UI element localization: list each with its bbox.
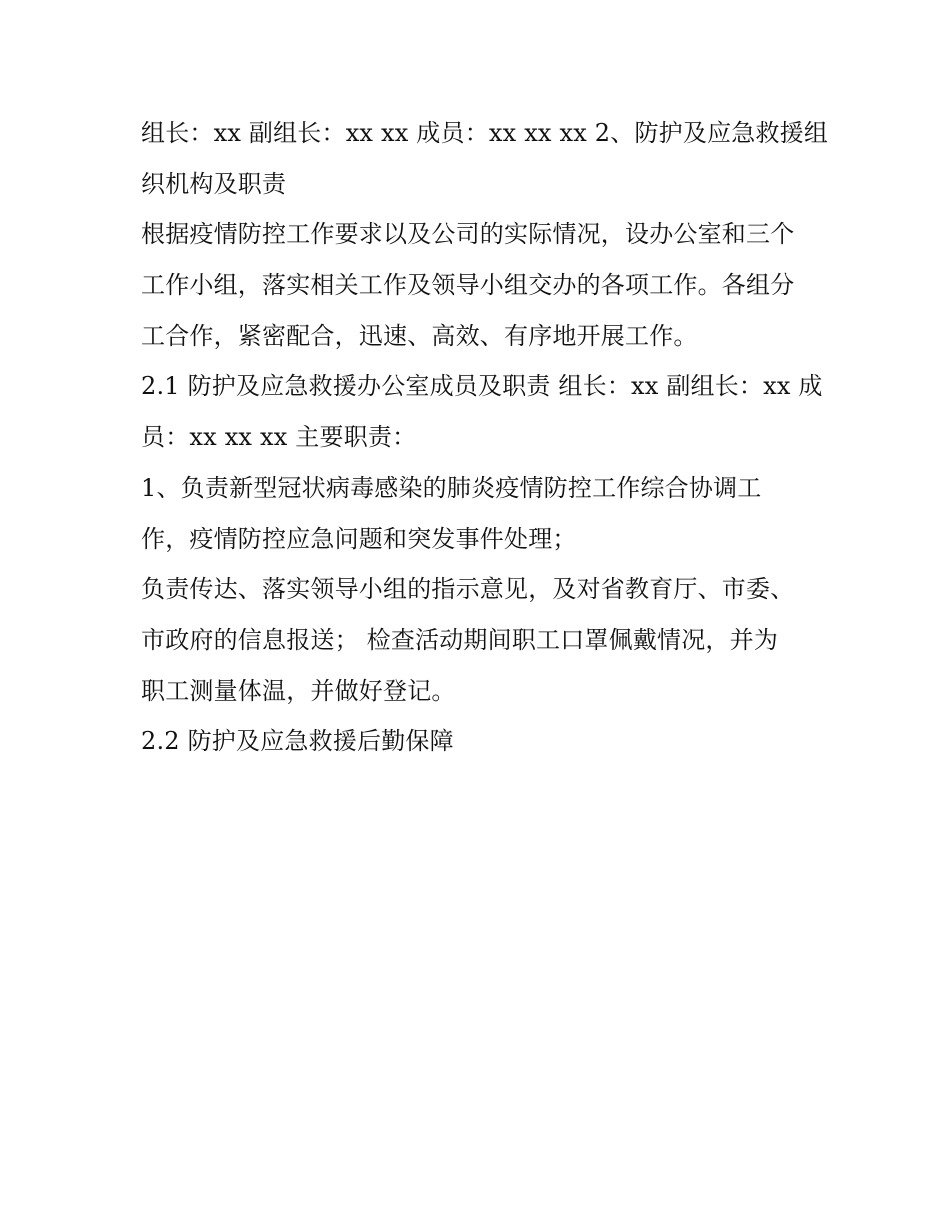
- text-line: 员：xx xx xx 主要职责：: [141, 423, 417, 452]
- text-line: 2.1 防护及应急救援办公室成员及职责 组长：xx 副组长：xx 成: [141, 372, 823, 401]
- text-line: 工合作，紧密配合，迅速、高效、有序地开展工作。: [141, 321, 698, 350]
- text-line: 工作小组，落实相关工作及领导小组交办的各项工作。各组分: [141, 271, 795, 300]
- text-line: 负责传达、落实领导小组的指示意见，及对省教育厅、市委、: [141, 575, 795, 604]
- text-line: 职工测量体温，并做好登记。: [141, 676, 456, 705]
- text-line: 织机构及职责: [141, 169, 287, 198]
- text-line: 市政府的信息报送； 检查活动期间职工口罩佩戴情况，并为: [141, 625, 779, 654]
- text-line: 根据疫情防控工作要求以及公司的实际情况，设办公室和三个: [141, 220, 795, 249]
- text-line: 作，疫情防控应急问题和突发事件处理；: [141, 524, 577, 553]
- document-body: [141, 108, 829, 767]
- text-line: 2.2 防护及应急救援后勤保障: [141, 727, 454, 756]
- text-line: 组长：xx 副组长：xx xx 成员：xx xx xx 2、防护及应急救援组: [141, 119, 829, 147]
- text-line: 1、负责新型冠状病毒感染的肺炎疫情防控工作综合协调工: [141, 473, 762, 502]
